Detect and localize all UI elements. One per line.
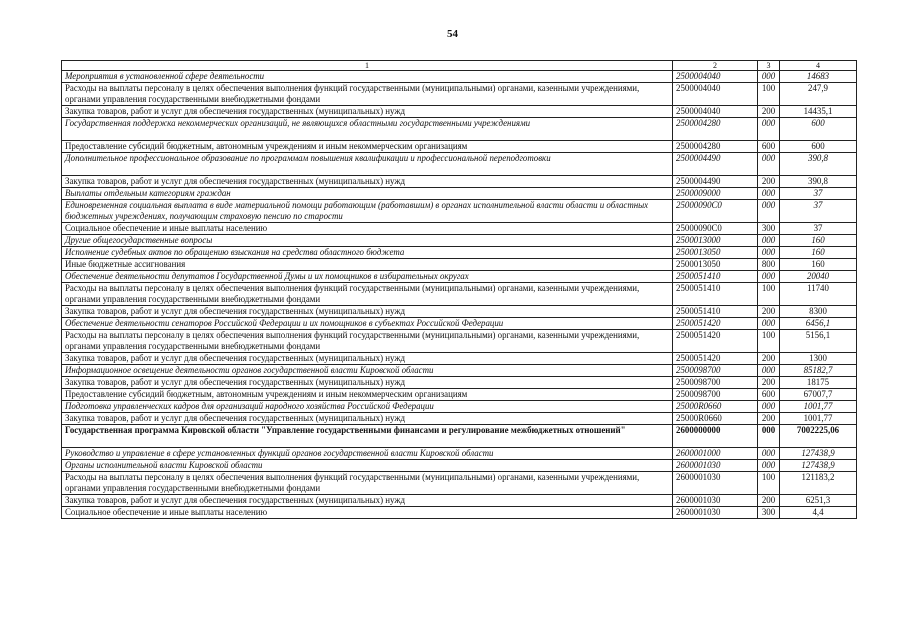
row-sum-cell: 160 bbox=[780, 259, 857, 271]
table-row bbox=[62, 389, 857, 401]
table-row bbox=[62, 200, 857, 223]
row-name-cell: Государственная программа Кировской области "Управление государственными финансами и регулирование межбюджетных отношений" bbox=[62, 425, 673, 448]
row-kind-cell: 000 bbox=[758, 235, 780, 247]
row-code-cell: 2500013000 bbox=[673, 235, 758, 247]
row-code-cell: 2500051420 bbox=[673, 318, 758, 330]
row-sum-cell: 14435,1 bbox=[780, 106, 857, 118]
table-row bbox=[62, 247, 857, 259]
row-name-cell: Закупка товаров, работ и услуг для обеспечения государственных (муниципальных) нужд bbox=[62, 353, 673, 365]
row-sum-cell: 600 bbox=[780, 141, 857, 153]
row-code-cell: 25000090С0 bbox=[673, 223, 758, 235]
row-kind-cell: 200 bbox=[758, 306, 780, 318]
row-name-cell: Дополнительное профессиональное образование по программам повышения квалификации и профессиональной переподготовки bbox=[62, 153, 673, 176]
row-name-cell: Исполнение судебных актов по обращению взыскания на средства областного бюджета bbox=[62, 247, 673, 259]
row-sum-cell: 127438,9 bbox=[780, 460, 857, 472]
row-kind-cell: 100 bbox=[758, 83, 780, 106]
row-sum-cell: 4,4 bbox=[780, 507, 857, 519]
row-name-cell: Расходы на выплаты персоналу в целях обеспечения выполнения функций государственными (муниципальными) органами, казенными учреждениями, органами управления государственными внебюджетными фондами bbox=[62, 83, 673, 106]
row-kind-cell: 300 bbox=[758, 507, 780, 519]
header-col-code: 2 bbox=[673, 61, 758, 71]
row-name-cell: Выплаты отдельным категориям граждан bbox=[62, 188, 673, 200]
row-kind-cell: 000 bbox=[758, 425, 780, 448]
header-col-sum: 4 bbox=[780, 61, 857, 71]
table-row bbox=[62, 83, 857, 106]
row-kind-cell: 000 bbox=[758, 153, 780, 176]
row-name-cell: Обеспечение деятельности депутатов Государственной Думы и их помощников в избирательных округах bbox=[62, 271, 673, 283]
row-code-cell: 2500013050 bbox=[673, 247, 758, 259]
budget-table bbox=[61, 60, 857, 519]
row-kind-cell: 600 bbox=[758, 141, 780, 153]
row-name-cell: Государственная поддержка некоммерческих организаций, не являющихся областными государственными учреждениями bbox=[62, 118, 673, 141]
table-row bbox=[62, 306, 857, 318]
row-name-cell: Предоставление субсидий бюджетным, автономным учреждениям и иным некоммерческим организациям bbox=[62, 141, 673, 153]
row-sum-cell: 7002225,06 bbox=[780, 425, 857, 448]
row-kind-cell: 800 bbox=[758, 259, 780, 271]
table-row bbox=[62, 271, 857, 283]
row-code-cell: 2500004040 bbox=[673, 83, 758, 106]
row-code-cell: 2600001030 bbox=[673, 507, 758, 519]
table-row bbox=[62, 472, 857, 495]
row-name-cell: Расходы на выплаты персоналу в целях обеспечения выполнения функций государственными (муниципальными) органами, казенными учреждениями, органами управления государственными внебюджетными фондами bbox=[62, 330, 673, 353]
row-kind-cell: 000 bbox=[758, 460, 780, 472]
row-code-cell: 2500004280 bbox=[673, 141, 758, 153]
row-code-cell: 2500051420 bbox=[673, 353, 758, 365]
row-kind-cell: 000 bbox=[758, 118, 780, 141]
table-row bbox=[62, 460, 857, 472]
row-kind-cell: 200 bbox=[758, 377, 780, 389]
row-code-cell: 2600001000 bbox=[673, 448, 758, 460]
row-name-cell: Обеспечение деятельности сенаторов Российской Федерации и их помощников в субъектах Российской Федерации bbox=[62, 318, 673, 330]
row-kind-cell: 100 bbox=[758, 283, 780, 306]
row-kind-cell: 200 bbox=[758, 495, 780, 507]
row-kind-cell: 600 bbox=[758, 389, 780, 401]
table-row bbox=[62, 223, 857, 235]
row-sum-cell: 5156,1 bbox=[780, 330, 857, 353]
row-sum-cell: 37 bbox=[780, 200, 857, 223]
row-code-cell: 2500013050 bbox=[673, 259, 758, 271]
header-col-kind: 3 bbox=[758, 61, 780, 71]
row-code-cell: 2500098700 bbox=[673, 377, 758, 389]
row-name-cell: Предоставление субсидий бюджетным, автономным учреждениям и иным некоммерческим организациям bbox=[62, 389, 673, 401]
row-sum-cell: 160 bbox=[780, 247, 857, 259]
table-row bbox=[62, 365, 857, 377]
row-name-cell: Другие общегосударственные вопросы bbox=[62, 235, 673, 247]
row-sum-cell: 67007,7 bbox=[780, 389, 857, 401]
row-code-cell: 2500004490 bbox=[673, 153, 758, 176]
table-row bbox=[62, 318, 857, 330]
row-sum-cell: 6251,3 bbox=[780, 495, 857, 507]
row-name-cell: Органы исполнительной власти Кировской области bbox=[62, 460, 673, 472]
row-name-cell: Расходы на выплаты персоналу в целях обеспечения выполнения функций государственными (муниципальными) органами, казенными учреждениями, органами управления государственными внебюджетными фондами bbox=[62, 472, 673, 495]
table-row bbox=[62, 259, 857, 271]
table-row bbox=[62, 71, 857, 83]
row-name-cell: Подготовка управленческих кадров для организаций народного хозяйства Российской Федерации bbox=[62, 401, 673, 413]
table-row bbox=[62, 401, 857, 413]
row-name-cell: Закупка товаров, работ и услуг для обеспечения государственных (муниципальных) нужд bbox=[62, 306, 673, 318]
row-kind-cell: 100 bbox=[758, 472, 780, 495]
row-sum-cell: 37 bbox=[780, 188, 857, 200]
row-name-cell: Закупка товаров, работ и услуг для обеспечения государственных (муниципальных) нужд bbox=[62, 106, 673, 118]
row-name-cell: Расходы на выплаты персоналу в целях обеспечения выполнения функций государственными (муниципальными) органами, казенными учреждениями, органами управления государственными внебюджетными фондами bbox=[62, 283, 673, 306]
row-code-cell: 2600001030 bbox=[673, 460, 758, 472]
row-name-cell: Закупка товаров, работ и услуг для обеспечения государственных (муниципальных) нужд bbox=[62, 176, 673, 188]
row-kind-cell: 000 bbox=[758, 448, 780, 460]
row-code-cell: 2600001030 bbox=[673, 472, 758, 495]
row-kind-cell: 200 bbox=[758, 353, 780, 365]
row-name-cell: Информационное освещение деятельности органов государственной власти Кировской области bbox=[62, 365, 673, 377]
row-code-cell: 2500009000 bbox=[673, 188, 758, 200]
row-sum-cell: 390,8 bbox=[780, 176, 857, 188]
row-name-cell: Иные бюджетные ассигнования bbox=[62, 259, 673, 271]
row-code-cell: 2500051410 bbox=[673, 306, 758, 318]
row-kind-cell: 100 bbox=[758, 330, 780, 353]
row-code-cell: 2500098700 bbox=[673, 365, 758, 377]
row-code-cell: 2500004490 bbox=[673, 176, 758, 188]
table-row bbox=[62, 377, 857, 389]
row-sum-cell: 121183,2 bbox=[780, 472, 857, 495]
budget-table-body bbox=[62, 61, 857, 519]
row-code-cell: 2600000000 bbox=[673, 425, 758, 448]
row-sum-cell: 37 bbox=[780, 223, 857, 235]
table-row bbox=[62, 413, 857, 425]
row-name-cell: Единовременная социальная выплата в виде материальной помощи работающим (работавшим) в органах исполнительной власти области и областных бюджетных учреждениях, получающим страховую пенсию по старости bbox=[62, 200, 673, 223]
row-code-cell: 2600001030 bbox=[673, 495, 758, 507]
row-code-cell: 2500004040 bbox=[673, 106, 758, 118]
row-name-cell: Социальное обеспечение и иные выплаты населению bbox=[62, 507, 673, 519]
row-code-cell: 2500004040 bbox=[673, 71, 758, 83]
row-kind-cell: 000 bbox=[758, 318, 780, 330]
table-row bbox=[62, 176, 857, 188]
table-row bbox=[62, 507, 857, 519]
row-name-cell: Социальное обеспечение и иные выплаты населению bbox=[62, 223, 673, 235]
row-sum-cell: 1001,77 bbox=[780, 401, 857, 413]
row-kind-cell: 000 bbox=[758, 271, 780, 283]
row-name-cell: Закупка товаров, работ и услуг для обеспечения государственных (муниципальных) нужд bbox=[62, 377, 673, 389]
row-name-cell: Закупка товаров, работ и услуг для обеспечения государственных (муниципальных) нужд bbox=[62, 413, 673, 425]
row-kind-cell: 000 bbox=[758, 247, 780, 259]
row-sum-cell: 390,8 bbox=[780, 153, 857, 176]
row-kind-cell: 000 bbox=[758, 200, 780, 223]
table-row bbox=[62, 188, 857, 200]
row-sum-cell: 247,9 bbox=[780, 83, 857, 106]
table-row bbox=[62, 153, 857, 176]
row-code-cell: 25000R0660 bbox=[673, 401, 758, 413]
row-sum-cell: 18175 bbox=[780, 377, 857, 389]
header-col-name: 1 bbox=[62, 61, 673, 71]
row-kind-cell: 000 bbox=[758, 365, 780, 377]
row-code-cell: 25000090С0 bbox=[673, 200, 758, 223]
table-row bbox=[62, 283, 857, 306]
row-sum-cell: 85182,7 bbox=[780, 365, 857, 377]
page-number: 54 bbox=[447, 28, 458, 40]
table-header-row bbox=[62, 61, 857, 71]
table-row bbox=[62, 425, 857, 448]
row-kind-cell: 200 bbox=[758, 413, 780, 425]
row-sum-cell: 20040 bbox=[780, 271, 857, 283]
row-kind-cell: 000 bbox=[758, 71, 780, 83]
row-sum-cell: 160 bbox=[780, 235, 857, 247]
row-name-cell: Руководство и управление в сфере установленных функций органов государственной власти Кировской области bbox=[62, 448, 673, 460]
row-code-cell: 2500098700 bbox=[673, 389, 758, 401]
row-kind-cell: 000 bbox=[758, 401, 780, 413]
table-row bbox=[62, 235, 857, 247]
row-kind-cell: 000 bbox=[758, 188, 780, 200]
row-sum-cell: 1001,77 bbox=[780, 413, 857, 425]
row-sum-cell: 8300 bbox=[780, 306, 857, 318]
row-sum-cell: 6456,1 bbox=[780, 318, 857, 330]
row-sum-cell: 600 bbox=[780, 118, 857, 141]
row-kind-cell: 300 bbox=[758, 223, 780, 235]
table-row bbox=[62, 106, 857, 118]
row-kind-cell: 200 bbox=[758, 176, 780, 188]
row-sum-cell: 127438,9 bbox=[780, 448, 857, 460]
table-row bbox=[62, 448, 857, 460]
row-kind-cell: 200 bbox=[758, 106, 780, 118]
table-row bbox=[62, 141, 857, 153]
row-name-cell: Мероприятия в установленной сфере деятельности bbox=[62, 71, 673, 83]
row-sum-cell: 14683 bbox=[780, 71, 857, 83]
table-row bbox=[62, 353, 857, 365]
row-code-cell: 25000R0660 bbox=[673, 413, 758, 425]
row-code-cell: 2500004280 bbox=[673, 118, 758, 141]
row-name-cell: Закупка товаров, работ и услуг для обеспечения государственных (муниципальных) нужд bbox=[62, 495, 673, 507]
row-code-cell: 2500051410 bbox=[673, 283, 758, 306]
table-row bbox=[62, 118, 857, 141]
row-code-cell: 2500051410 bbox=[673, 271, 758, 283]
row-sum-cell: 1300 bbox=[780, 353, 857, 365]
table-row bbox=[62, 330, 857, 353]
table-row bbox=[62, 495, 857, 507]
row-code-cell: 2500051420 bbox=[673, 330, 758, 353]
row-sum-cell: 11740 bbox=[780, 283, 857, 306]
